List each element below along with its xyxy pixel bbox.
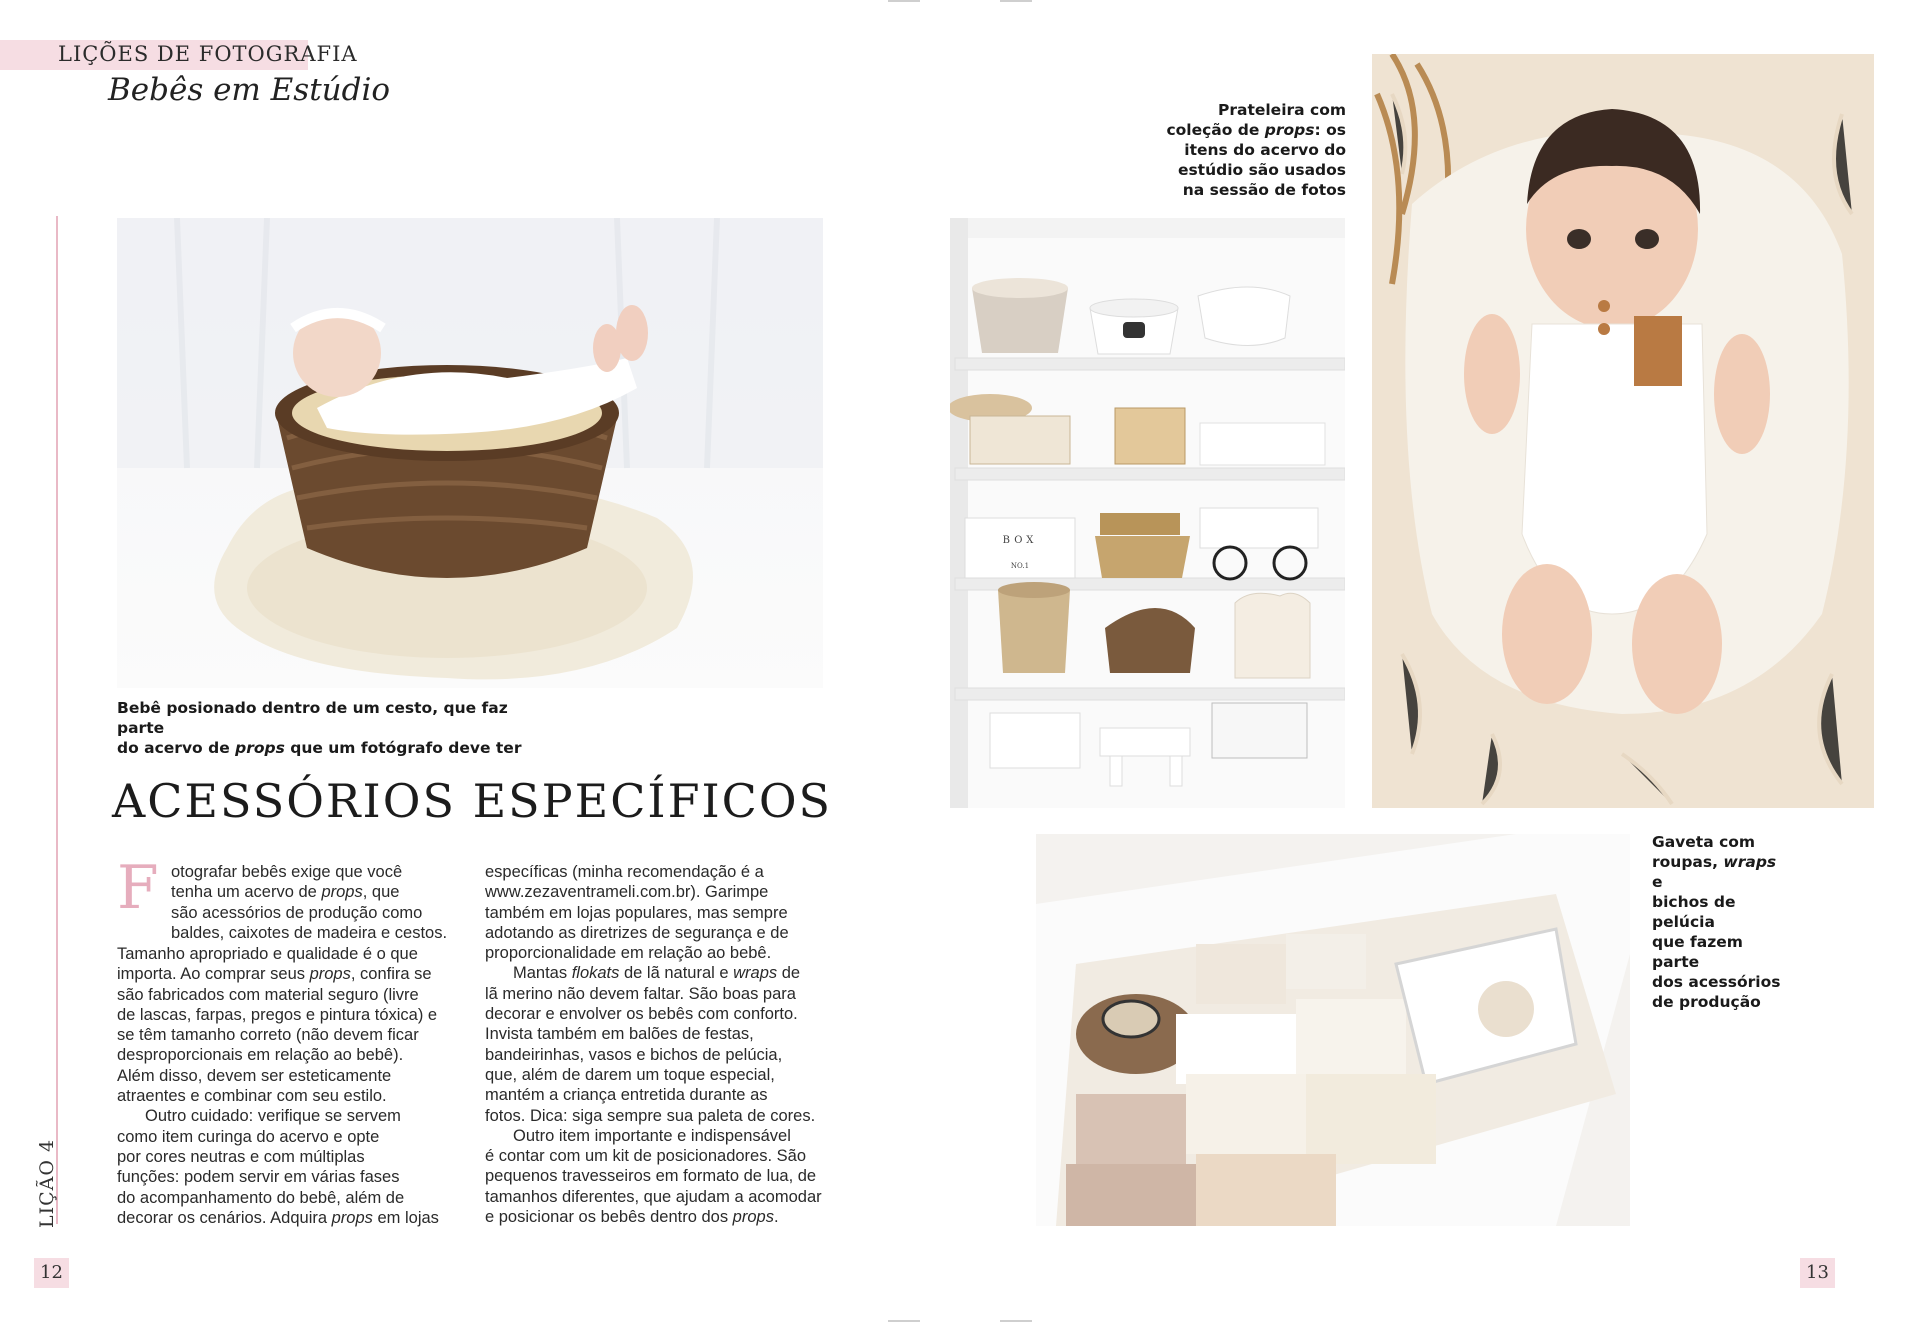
side-rule	[56, 216, 58, 1224]
shelf-photo-caption: Prateleira com coleção de props: os itens do acervo do estúdio são usados na sessão de fotos	[1166, 101, 1346, 199]
basket-photo-caption	[117, 698, 537, 758]
website-link[interactable]: www.zezaventrameli.com.br). Garimpe	[485, 883, 769, 902]
lesson-label-text: LIÇÃO 4	[36, 1138, 58, 1228]
basket-baby-photo	[117, 218, 823, 688]
box-label: BOX	[1002, 535, 1038, 546]
article-column-2: específicas (minha recomendação é a www.zezaventrameli.com.br). Garimpe também em lojas populares, mas sempre adotando as diretrizes de segurança e de proporcionalidade em relação ao bebê. Mantas flokats de lã natural e wraps de lã merino não devem faltar. São boas para decorar e envolver os bebês com conforto. Invista também em balões de festas, bandeirinhas, vasos e bichos de pelúcia, que, além de darem um toque especial, mantém a criança entretida durante as fotos. Dica: siga sempre sua paleta de cores. Outro item importante e indispensável é contar com um kit de posicionadores. São pequenos travesseiros em formato de lua, de tamanhos diferentes, que ajudam a acomodar e posicionar os bebês dentro dos props.	[485, 862, 830, 1227]
page-number-left: 12	[34, 1258, 69, 1288]
page-number-right: 13	[1800, 1258, 1835, 1288]
basket-caption-line-1: Bebê posionado dentro de um cesto, que faz parte	[117, 699, 508, 737]
drawer-photo-caption: Gaveta com roupas, wraps e bichos de pelúcia que fazem parte dos acessórios de produção	[1652, 833, 1781, 1011]
fold-mark-top-left	[888, 0, 920, 2]
drawer-photo	[1036, 834, 1630, 1226]
box-number: NO.1	[1010, 562, 1030, 570]
shelf-photo	[950, 218, 1345, 808]
drop-cap: F	[117, 853, 159, 923]
section-label: LIÇÕES DE FOTOGRAFIA	[58, 42, 358, 66]
article-heading: ACESSÓRIOS ESPECÍFICOS	[112, 774, 833, 828]
baby-on-blanket-photo	[1372, 54, 1874, 808]
lesson-label	[30, 1138, 70, 1228]
fold-mark-top-right	[1000, 0, 1032, 2]
section-subtitle: Bebês em Estúdio	[108, 72, 391, 108]
basket-caption-line-2: do acervo de props que um fotógrafo deve ter	[117, 739, 522, 757]
article-column-1: F otografar bebês exige que você tenha um acervo de props, que são acessórios de produção como baldes, caixotes de madeira e cestos. Tamanho apropriado e qualidade é o que importa. Ao comprar seus props, confira se são fabricados com material seguro (livre de lascas, farpas, pregos e pintura tóxica) e se têm tamanho correto (não devem ficar desproporcionais em relação ao bebê). Além disso, devem ser esteticamente atraentes e combinar com seu estilo. Outro cuidado: verifique se servem como item curinga do acervo e opte por cores neutras e com múltiplas funções: podem servir em várias fases do acompanhamento do bebê, além de decorar os cenários. Adquira props em lojas	[117, 853, 448, 1227]
